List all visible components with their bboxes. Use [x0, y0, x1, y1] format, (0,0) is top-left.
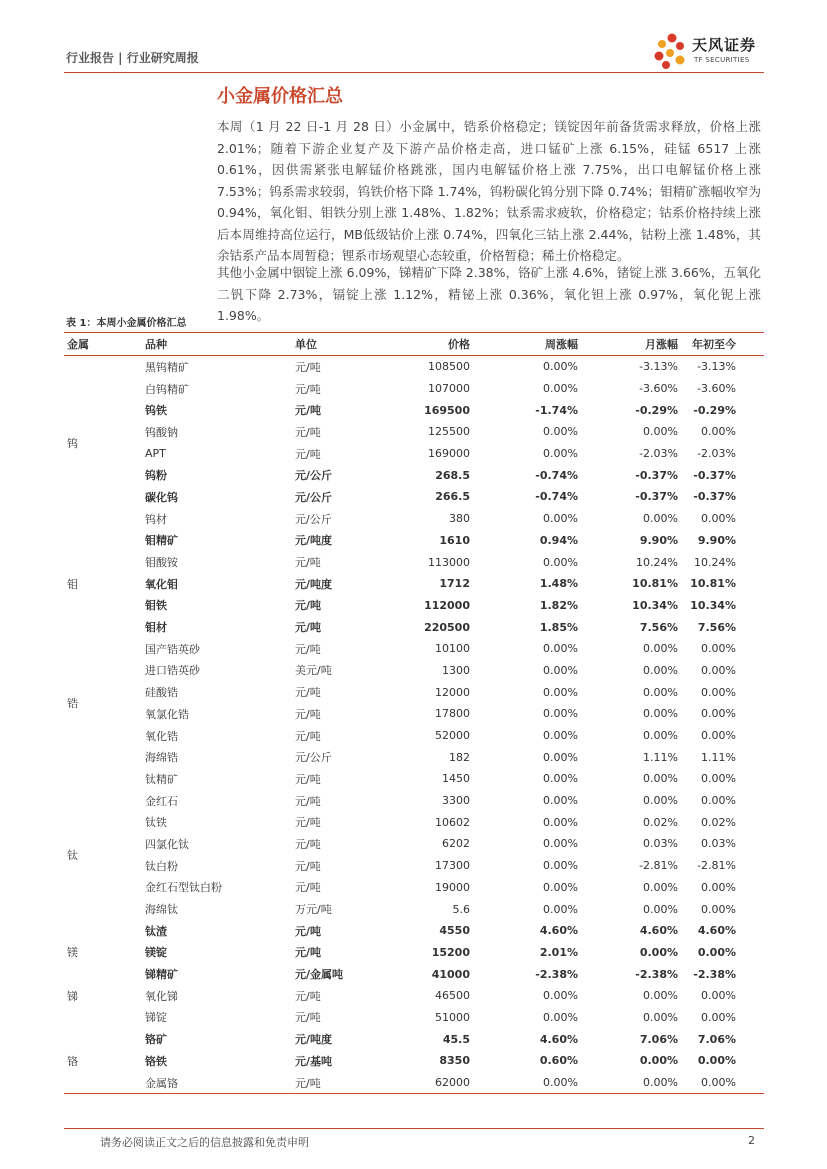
product-cell: 碳化钨 [145, 490, 178, 504]
table-row [64, 920, 764, 942]
monthly-change-cell: 0.00% [643, 989, 678, 1003]
unit-cell: 元/吨 [295, 360, 321, 374]
weekly-change-cell: 1.82% [539, 598, 578, 612]
unit-cell: 元/吨 [295, 729, 321, 743]
ytd-change-cell: -2.03% [697, 447, 736, 461]
monthly-change-cell: 0.02% [643, 815, 678, 829]
price-cell: 15200 [431, 945, 470, 959]
logo-petals-icon [650, 30, 690, 74]
weekly-change-cell: 0.00% [478, 1072, 588, 1094]
ytd-change-cell: 0.00% [701, 1010, 736, 1024]
weekly-change-cell: 0.00% [543, 729, 578, 743]
price-cell: 52000 [435, 729, 470, 743]
ytd-change-cell: 0.00% [697, 1054, 736, 1068]
weekly-change-cell: 0.00% [543, 794, 578, 808]
table-header-row [64, 333, 764, 356]
unit-cell: 元/吨 [295, 1072, 390, 1094]
product-cell: 钨粉 [145, 469, 167, 483]
ytd-change-cell: 4.60% [697, 924, 736, 938]
product-cell: 氧化锑 [145, 989, 178, 1003]
weekly-change-cell: 0.00% [543, 663, 578, 677]
table-row [64, 551, 764, 573]
price-cell: 1300 [442, 663, 470, 677]
table-row [64, 833, 764, 855]
weekly-change-cell: 0.00% [543, 685, 578, 699]
price-cell: 112000 [424, 598, 470, 612]
weekly-change-cell: 2.01% [539, 945, 578, 959]
product-cell: 金红石型钛白粉 [145, 881, 222, 895]
weekly-change-cell: 0.00% [543, 425, 578, 439]
unit-cell: 元/吨 [295, 447, 321, 461]
weekly-change-cell: 0.00% [543, 815, 578, 829]
unit-cell: 元/基吨 [295, 1054, 333, 1068]
table-row [64, 486, 764, 508]
product-cell: 锑锭 [145, 1011, 167, 1025]
table-row [64, 746, 764, 768]
weekly-change-cell: 0.00% [543, 447, 578, 461]
product-cell: 氧化锆 [145, 729, 178, 743]
monthly-change-cell: -2.81% [639, 859, 678, 873]
monthly-change-cell: 0.00% [643, 1010, 678, 1024]
monthly-change-cell: -2.38% [635, 967, 678, 981]
ytd-change-cell: 0.00% [701, 512, 736, 526]
unit-cell: 元/吨 [295, 772, 321, 786]
unit-cell: 美元/吨 [295, 664, 332, 678]
unit-cell: 元/吨 [295, 404, 322, 418]
weekly-change-cell: 0.00% [543, 707, 578, 721]
monthly-change-cell: -0.29% [635, 403, 678, 417]
product-cell: 硅酸锆 [145, 686, 178, 700]
table-row [64, 725, 764, 747]
product-cell: 四氯化钛 [145, 837, 189, 851]
monthly-change-cell: 0.00% [643, 425, 678, 439]
price-cell: 8350 [439, 1054, 470, 1068]
ytd-change-cell: 0.00% [701, 794, 736, 808]
monthly-change-cell: 7.56% [639, 620, 678, 634]
table-row [64, 985, 764, 1007]
product-cell: 金属铬 [145, 1072, 295, 1094]
table-row [64, 399, 764, 421]
ytd-change-cell: 0.03% [701, 837, 736, 851]
logo-text-cn: 天风证券 [692, 36, 757, 54]
price-cell: 266.5 [435, 490, 470, 504]
ytd-change-cell: 0.00% [701, 707, 736, 721]
weekly-change-cell: -0.74% [535, 490, 578, 504]
table-row [64, 1072, 764, 1094]
unit-cell: 元/吨 [295, 1011, 321, 1025]
table-caption: 表 1：本周小金属价格汇总 [66, 318, 187, 329]
ytd-change-cell: 0.00% [701, 663, 736, 677]
table-row [64, 660, 764, 682]
unit-cell: 元/吨度 [295, 577, 333, 591]
unit-cell: 元/吨 [295, 881, 321, 895]
ytd-change-cell: 0.00% [686, 1072, 764, 1094]
table-row [64, 963, 764, 985]
weekly-change-cell: 0.00% [543, 1010, 578, 1024]
monthly-change-cell: 0.00% [643, 707, 678, 721]
monthly-change-cell: -0.37% [635, 468, 678, 482]
ytd-change-cell: -0.29% [693, 403, 736, 417]
price-cell: 220500 [424, 620, 470, 634]
product-cell: 钼材 [145, 621, 167, 635]
price-cell: 41000 [431, 967, 470, 981]
monthly-change-cell: 0.00% [588, 1072, 686, 1094]
monthly-change-cell: 0.00% [643, 902, 678, 916]
metal-group-label: 钨 [67, 436, 78, 450]
metal-group-label: 镁 [67, 946, 78, 960]
monthly-change-cell: 0.00% [643, 663, 678, 677]
price-cell: 46500 [435, 989, 470, 1003]
weekly-change-cell: -1.74% [535, 403, 578, 417]
product-cell: APT [145, 447, 166, 461]
product-cell: 海绵钛 [145, 903, 178, 917]
weekly-change-cell: 0.60% [539, 1054, 578, 1068]
price-cell: 169000 [428, 447, 470, 461]
unit-cell: 元/金属吨 [295, 968, 344, 982]
weekly-change-cell: 0.00% [543, 750, 578, 764]
price-cell: 268.5 [435, 468, 470, 482]
table-row [64, 811, 764, 833]
header-unit: 单位 [295, 333, 390, 356]
table-row [64, 703, 764, 725]
table-row [64, 942, 764, 964]
header-divider [64, 72, 764, 73]
unit-cell: 元/吨 [295, 989, 321, 1003]
ytd-change-cell: 7.56% [697, 620, 736, 634]
unit-cell: 元/吨 [295, 837, 321, 851]
ytd-change-cell: 0.00% [701, 989, 736, 1003]
logo-text-en: TF SECURITIES [694, 56, 750, 64]
monthly-change-cell: -3.60% [639, 382, 678, 396]
ytd-change-cell: -2.38% [693, 967, 736, 981]
table-row [64, 1028, 764, 1050]
product-cell: 锑精矿 [145, 968, 178, 982]
table-row [64, 790, 764, 812]
unit-cell: 元/吨 [295, 425, 321, 439]
weekly-change-cell: 0.00% [543, 902, 578, 916]
ytd-change-cell: 0.00% [697, 945, 736, 959]
footer-divider [64, 1128, 764, 1129]
ytd-change-cell: 7.06% [697, 1032, 736, 1046]
price-cell: 3300 [442, 794, 470, 808]
weekly-change-cell: 4.60% [539, 1032, 578, 1046]
monthly-change-cell: 10.24% [636, 555, 678, 569]
other-metals-paragraph: 其他小金属中铟锭上涨 6.09%，锑精矿下降 2.38%，铬矿上涨 4.6%，锗锭上涨 3.66%，五氧化二钒下降 2.73%，镉锭上涨 1.12%，精铋上涨 0.36%，氧化钽上涨 0.97%，氧化铌上涨 1.98%。 [217, 265, 761, 323]
ytd-change-cell: 0.00% [701, 880, 736, 894]
monthly-change-cell: 0.03% [643, 837, 678, 851]
unit-cell: 元/吨 [295, 946, 322, 960]
ytd-change-cell: 10.34% [690, 598, 736, 612]
table-row [64, 421, 764, 443]
table-row [64, 595, 764, 617]
unit-cell: 元/吨 [295, 924, 322, 938]
monthly-change-cell: 4.60% [639, 924, 678, 938]
price-cell: 17300 [435, 859, 470, 873]
table-row [64, 508, 764, 530]
weekly-change-cell: 0.00% [543, 382, 578, 396]
monthly-change-cell: 1.11% [643, 750, 678, 764]
product-cell: 钨酸钠 [145, 425, 178, 439]
price-cell: 380 [449, 512, 470, 526]
unit-cell: 万元/吨 [295, 903, 332, 917]
product-cell: 钛白粉 [145, 859, 178, 873]
weekly-change-cell: 0.00% [543, 772, 578, 786]
weekly-change-cell: 4.60% [539, 924, 578, 938]
table-row [64, 616, 764, 638]
unit-cell: 元/吨 [295, 686, 321, 700]
weekly-change-cell: 0.00% [543, 859, 578, 873]
price-cell: 182 [449, 750, 470, 764]
weekly-change-cell: 0.00% [543, 837, 578, 851]
header-weekly-change: 周涨幅 [478, 333, 588, 356]
ytd-change-cell: 10.24% [694, 555, 736, 569]
weekly-change-cell: 0.94% [539, 533, 578, 547]
weekly-change-cell: 1.48% [539, 577, 578, 591]
unit-cell: 元/吨 [295, 556, 321, 570]
report-breadcrumb: 行业报告 | 行业研究周报 [66, 51, 199, 65]
price-cell: 10602 [435, 815, 470, 829]
price-cell: 107000 [428, 382, 470, 396]
weekly-change-cell: 0.00% [543, 880, 578, 894]
monthly-change-cell: 0.00% [643, 880, 678, 894]
table-row [64, 768, 764, 790]
table-row [64, 877, 764, 899]
monthly-change-cell: -0.37% [635, 490, 678, 504]
product-cell: 白钨精矿 [145, 382, 189, 396]
product-cell: 海绵锆 [145, 751, 178, 765]
monthly-change-cell: 7.06% [639, 1032, 678, 1046]
ytd-change-cell: 1.11% [701, 750, 736, 764]
metal-group-label: 钼 [67, 577, 78, 591]
weekly-change-cell: -0.74% [535, 468, 578, 482]
metal-group-label: 锑 [67, 989, 78, 1003]
unit-cell: 元/吨 [295, 642, 321, 656]
weekly-change-cell: 0.00% [543, 512, 578, 526]
ytd-change-cell: -0.37% [693, 468, 736, 482]
monthly-change-cell: 9.90% [639, 533, 678, 547]
weekly-change-cell: 0.00% [543, 555, 578, 569]
price-cell: 1450 [442, 772, 470, 786]
price-cell: 17800 [435, 707, 470, 721]
table-row [64, 378, 764, 400]
monthly-change-cell: 0.00% [639, 945, 678, 959]
product-cell: 镁锭 [145, 946, 167, 960]
unit-cell: 元/公斤 [295, 469, 333, 483]
price-cell: 19000 [435, 880, 470, 894]
unit-cell: 元/吨 [295, 794, 321, 808]
metal-group-label: 铬 [64, 1028, 145, 1094]
price-cell: 4550 [439, 924, 470, 938]
price-cell: 45.5 [442, 1032, 470, 1046]
ytd-change-cell: 0.00% [701, 772, 736, 786]
monthly-change-cell: 0.00% [643, 772, 678, 786]
unit-cell: 元/吨度 [295, 1033, 333, 1047]
table-row [64, 681, 764, 703]
company-logo [650, 30, 770, 74]
monthly-change-cell: 0.00% [643, 512, 678, 526]
ytd-change-cell: -3.13% [697, 360, 736, 374]
monthly-change-cell: 0.00% [643, 685, 678, 699]
ytd-change-cell: -3.60% [697, 382, 736, 396]
header-price: 价格 [390, 333, 478, 356]
table-row [64, 443, 764, 465]
monthly-change-cell: 0.00% [643, 642, 678, 656]
ytd-change-cell: 0.02% [701, 815, 736, 829]
page-number: 2 [748, 1134, 755, 1147]
price-cell: 125500 [428, 425, 470, 439]
table-row [64, 898, 764, 920]
header-metal: 金属 [64, 333, 145, 356]
price-cell: 113000 [428, 555, 470, 569]
product-cell: 钼精矿 [145, 534, 178, 548]
table-row [64, 855, 764, 877]
product-cell: 钛铁 [145, 816, 167, 830]
product-cell: 铬铁 [145, 1054, 167, 1068]
monthly-change-cell: 10.81% [632, 577, 678, 591]
unit-cell: 元/吨 [295, 599, 322, 613]
product-cell: 黑钨精矿 [145, 360, 189, 374]
footer-disclaimer: 请务必阅读正文之后的信息披露和免责申明 [100, 1136, 309, 1149]
metal-group-label: 钛 [67, 848, 78, 862]
product-cell: 氧氯化锆 [145, 707, 189, 721]
unit-cell: 元/吨度 [295, 534, 333, 548]
ytd-change-cell: 0.00% [701, 425, 736, 439]
price-table-container [64, 332, 764, 1094]
summary-paragraph: 本周（1 月 22 日-1 月 28 日）小金属中，锆系价格稳定；镁锭因年前备货需求释放，价格上涨 2.01%；随着下游企业复产及下游产品价格走高，进口锰矿上涨 6.15%，硅锰 6517 上涨 0.61%，因供需紧张电解锰价格跳涨，国内电解锰价格上涨 7.75%，出口电解锰价格上涨 7.53%；钨系需求较弱，钨铁价格下降 1.74%，钨粉碳化钨分别下降 0.74%；钼精矿涨幅收窄为 0.94%，氧化钼、钼铁分别上涨 1.48%、1.82%；钛系需求疲软，价格稳定；钴系价格持续上涨后本周维持高位运行，MB低级钴价上涨 0.74%，四氧化三钴上涨 2.44%，钴粉上涨 1.48%，其余钴系产品本周暂稳；锂系市场观望心态较重，价格暂稳；稀土价格稳定。 [217, 119, 761, 263]
monthly-change-cell: 0.00% [639, 1054, 678, 1068]
price-cell: 169500 [424, 403, 470, 417]
product-cell: 进口锆英砂 [145, 664, 200, 678]
unit-cell: 元/吨 [295, 621, 322, 635]
product-cell: 钼酸铵 [145, 556, 178, 570]
product-cell: 金红石 [145, 794, 178, 808]
unit-cell: 元/吨 [295, 707, 321, 721]
product-cell: 铬矿 [145, 1033, 167, 1047]
product-cell: 国产锆英砂 [145, 642, 200, 656]
weekly-change-cell: 0.00% [543, 642, 578, 656]
header-ytd-change: 年初至今 [686, 333, 764, 356]
ytd-change-cell: -0.37% [693, 490, 736, 504]
price-cell: 10100 [435, 642, 470, 656]
unit-cell: 元/吨 [295, 382, 321, 396]
metal-group-label: 锆 [67, 697, 78, 710]
price-cell: 12000 [435, 685, 470, 699]
table-row [64, 1050, 764, 1072]
product-cell: 钛渣 [145, 924, 167, 938]
product-cell: 钨铁 [145, 404, 167, 418]
monthly-change-cell: 0.00% [643, 794, 678, 808]
ytd-change-cell: 0.00% [701, 685, 736, 699]
ytd-change-cell: 10.81% [690, 577, 736, 591]
monthly-change-cell: -3.13% [639, 360, 678, 374]
monthly-change-cell: 10.34% [632, 598, 678, 612]
ytd-change-cell: 0.00% [701, 642, 736, 656]
table-row [64, 1007, 764, 1029]
price-cell: 1610 [439, 533, 470, 547]
unit-cell: 元/吨 [295, 816, 321, 830]
unit-cell: 元/公斤 [295, 751, 332, 765]
table-row [64, 573, 764, 595]
product-cell: 钨材 [145, 512, 167, 526]
product-cell: 钼铁 [145, 599, 167, 613]
unit-cell: 元/公斤 [295, 512, 332, 526]
section-title: 小金属价格汇总 [217, 86, 343, 107]
price-cell: 51000 [435, 1010, 470, 1024]
header-monthly-change: 月涨幅 [588, 333, 686, 356]
table-row [64, 530, 764, 552]
price-cell: 1712 [439, 577, 470, 591]
price-cell: 6202 [442, 837, 470, 851]
price-table [64, 332, 764, 1094]
header-product: 品种 [145, 333, 295, 356]
price-cell: 108500 [428, 360, 470, 374]
product-cell: 氧化钼 [145, 577, 178, 591]
ytd-change-cell: 9.90% [697, 533, 736, 547]
weekly-change-cell: 0.00% [543, 360, 578, 374]
monthly-change-cell: -2.03% [639, 447, 678, 461]
unit-cell: 元/公斤 [295, 490, 333, 504]
ytd-change-cell: -2.81% [697, 859, 736, 873]
weekly-change-cell: 0.00% [543, 989, 578, 1003]
table-row [64, 356, 764, 378]
table-body [64, 356, 764, 1094]
table-row [64, 464, 764, 486]
weekly-change-cell: -2.38% [535, 967, 578, 981]
price-cell: 5.6 [452, 902, 470, 916]
ytd-change-cell: 0.00% [701, 902, 736, 916]
monthly-change-cell: 0.00% [643, 729, 678, 743]
price-cell: 62000 [390, 1072, 478, 1094]
product-cell: 钛精矿 [145, 772, 178, 786]
ytd-change-cell: 0.00% [701, 729, 736, 743]
table-row [64, 638, 764, 660]
unit-cell: 元/吨 [295, 859, 321, 873]
weekly-change-cell: 1.85% [539, 620, 578, 634]
